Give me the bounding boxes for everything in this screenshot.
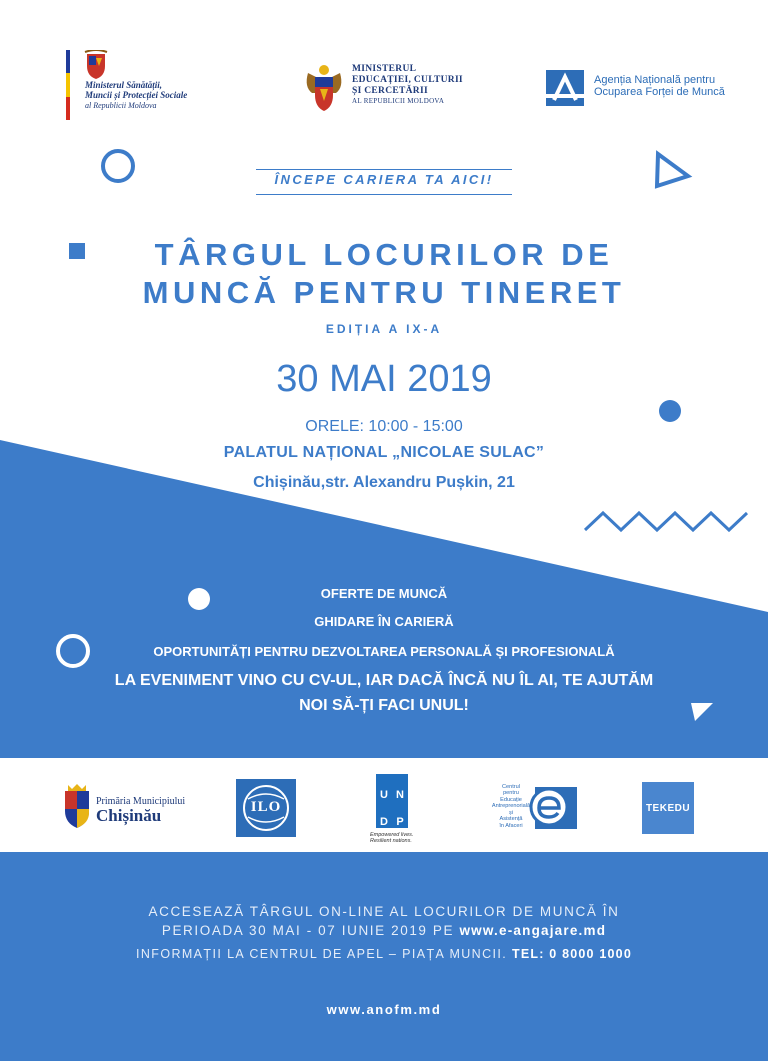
tekedu-logo: TEKEDU (642, 782, 694, 834)
tagline: ÎNCEPE CARIERA TA AICI! (274, 172, 494, 187)
undp-tagline (370, 832, 413, 844)
ministry-education-line1: MINISTERUL (352, 64, 417, 74)
cv-invitation-line1: LA EVENIMENT VINO CU CV-UL, IAR DACĂ ÎNCĂ NU ÎL AI, TE AJUTĂM (114, 672, 654, 689)
zigzag-right (585, 513, 747, 530)
undp-tagline2: Resilient nations. (370, 838, 412, 845)
tagline-rule-bottom (256, 194, 512, 195)
event-venue: PALATUL NAȚIONAL „NICOLAE SULAC” (223, 444, 545, 461)
anofm-website-link[interactable]: www.anofm.md (326, 1002, 442, 1017)
phone-number[interactable]: TEL: 0 8000 1000 (512, 947, 632, 961)
flag-stripe (66, 50, 70, 120)
cea-emblem-icon (519, 781, 579, 833)
footer-line3-text: INFORMAȚII LA CENTRUL DE APEL – PIAȚA MUNCII. (135, 947, 513, 961)
undp-tagline1: Empowered lives. (370, 832, 414, 838)
offer-career-guidance: GHIDARE ÎN CARIERĂ (314, 614, 454, 629)
agency-line2: Ocuparea Forței de Muncă (594, 86, 725, 98)
dot-right (659, 400, 681, 422)
ministry-education-logo-text (352, 64, 463, 105)
event-title-line1: TÂRGUL LOCURILOR DE (154, 237, 614, 272)
offer-development: OPORTUNITĂȚI PENTRU DEZVOLTAREA PERSONALĂ ȘI PROFESIONALĂ (153, 644, 615, 659)
undp-letter-d: D (380, 816, 388, 828)
e-angajare-link[interactable]: www.e-angajare.md (459, 923, 607, 938)
agency-logo-text (594, 74, 725, 98)
undp-letter-u: U (380, 789, 388, 801)
coat-of-arms-icon (83, 50, 109, 80)
event-title-line2: MUNCĂ PENTRU TINERET (142, 275, 626, 311)
cv-invitation (40, 669, 728, 719)
outline-circle-top-left (103, 151, 133, 181)
chisinau-line1: Primăria Municipiului (96, 796, 186, 807)
event-address: Chișinău,str. Alexandru Pușkin, 21 (253, 474, 515, 491)
ministry-health-logo-text (85, 80, 187, 110)
ministry-education-line2: EDUCAȚIEI, CULTURII (352, 74, 463, 85)
footer-line3 (40, 947, 728, 961)
ministry-health-line3: al Republicii Moldova (85, 100, 157, 110)
ilo-logo (236, 779, 296, 837)
agency-line1: Agenția Națională pentru (594, 74, 716, 86)
footer-line2 (40, 923, 728, 938)
ilo-text: ILO (250, 799, 282, 815)
chisinau-coat-of-arms-icon (62, 783, 92, 829)
cea-line1: Centrul (501, 784, 521, 790)
ministry-education-line3: ȘI CERCETĂRII (352, 85, 428, 96)
offer-jobs: OFERTE DE MUNCĂ (320, 586, 448, 601)
event-hours: ORELE: 10:00 - 15:00 (305, 418, 463, 435)
undp-logo (376, 774, 408, 828)
undp-letter-p: P (396, 816, 404, 828)
event-date: 30 MAI 2019 (276, 358, 492, 400)
footer-line2-text: PERIOADA 30 MAI - 07 IUNIE 2019 PE (161, 923, 460, 938)
event-title (60, 236, 708, 312)
event-edition: EDIȚIA A IX-A (325, 322, 443, 336)
cea-line4: Antreprenorială (491, 803, 531, 810)
cea-line3: Educație (500, 796, 522, 803)
cea-line2: pentru (503, 790, 519, 797)
cea-line7: în Afaceri (499, 822, 523, 829)
undp-block (376, 774, 408, 828)
cv-invitation-line2: NOI SĂ-ȚI FACI UNUL! (299, 696, 469, 714)
cea-line6: Asistență (499, 816, 523, 823)
outline-triangle-top-right (657, 154, 688, 186)
footer-line1: ACCESEAZĂ TÂRGUL ON-LINE AL LOCURILOR DE MUNCĂ ÎN (148, 904, 620, 919)
ministry-education-line4: AL REPUBLICII MOLDOVA (352, 96, 445, 105)
anofm-logo-icon (546, 70, 584, 106)
coat-of-arms-eagle-icon (304, 63, 344, 113)
ministry-health-line2: Muncii și Protecției Sociale (85, 90, 188, 101)
undp-letter-n: N (396, 789, 404, 801)
tagline-rule-top (256, 169, 512, 170)
chisinau-line2: Chișinău (96, 806, 162, 825)
cea-line5: și (508, 809, 514, 816)
ministry-health-line1: Ministerul Sănătății, (85, 80, 163, 90)
chisinau-logo-text (96, 796, 185, 824)
